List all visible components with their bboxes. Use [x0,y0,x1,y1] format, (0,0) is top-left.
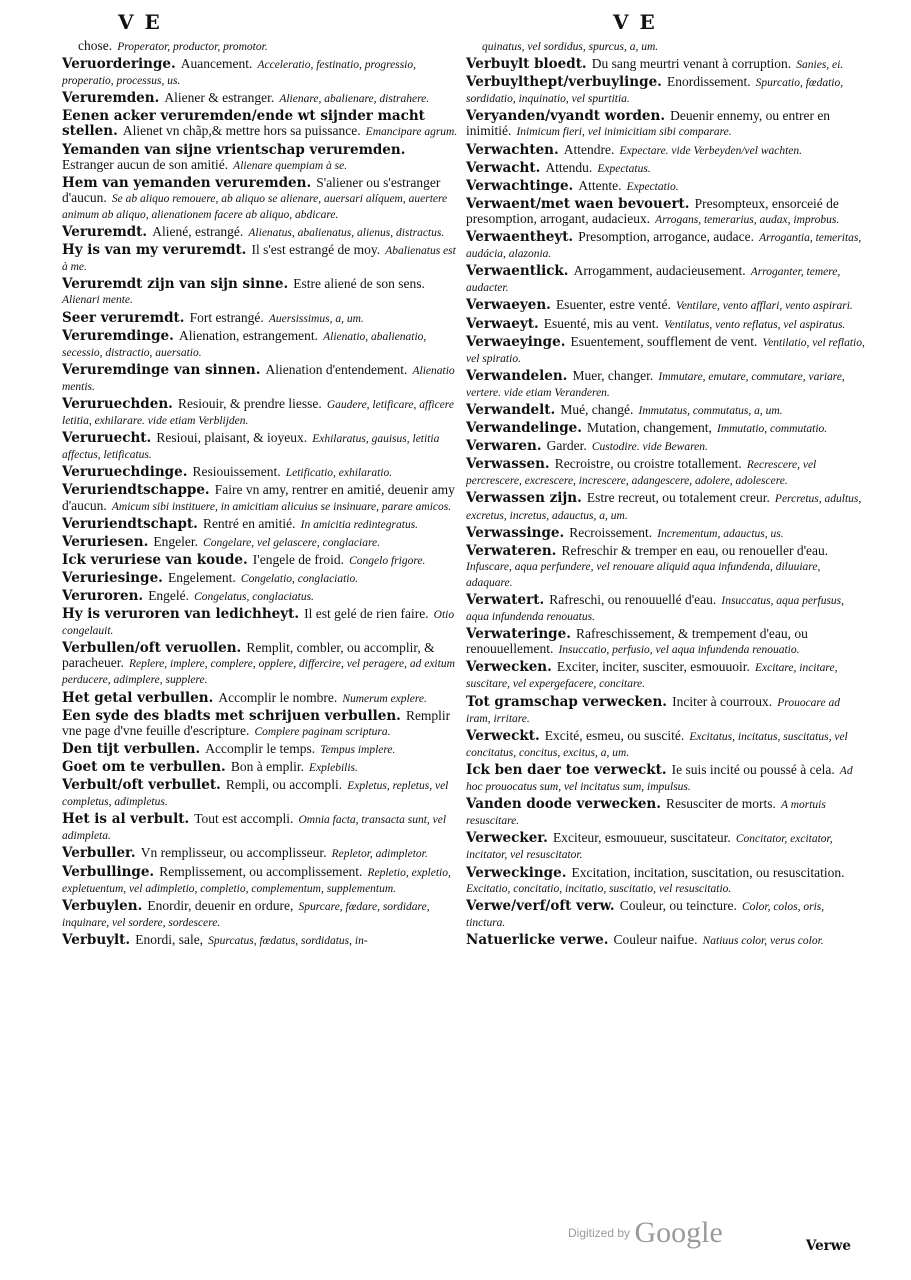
entry-latin: In amicitia redintegratus. [300,518,419,531]
dictionary-entry [466,334,866,366]
entry-lemma: Veruruechden. [62,395,173,412]
entry-latin: A mortuis resuscitare. [466,799,826,828]
running-header-left: V E [118,10,162,34]
entry-french: Couleur naifue. [613,931,698,947]
entry-lemma: Verwecken. [466,659,552,676]
entry-latin: Repletio, expletio, expletuentum, vel adimpletio, completio, complementum, supplementum. [62,866,451,895]
entry-lemma: Verwachtinge. [466,177,574,194]
entry-lemma: Verwaeyen. [466,297,551,314]
entry-lemma: Veruruecht. [62,430,152,447]
entry-latin: Tempus implere. [320,743,396,756]
entry-lemma: Verwacht. [466,159,541,176]
entry-lemma: Veruriesinge. [62,569,163,586]
dictionary-entry [62,328,462,360]
entry-lemma: Goet om te verbullen. [62,758,226,775]
entry-lemma: Verwandelen. [466,367,568,384]
entry-latin: Infuscare, aqua perfundere, vel renouare aliquid aqua infundenda, diluuiare, adaquare. [466,560,821,589]
entry-latin: Expectare. vide Verbeyden/vel wachten. [619,144,803,157]
entry-french: Estre aliené de son sens. [293,276,425,292]
entry-latin: Prouocare ad iram, irritare. [466,696,840,725]
entry-french: Resiouissement. [192,464,281,480]
entry-latin: Replere, implere, complere, opplere, differcire, vel peragere, ad exitum perducere, adimplere, supplere. [62,658,455,687]
google-watermark [568,1216,723,1250]
dictionary-entry [466,694,866,726]
entry-lemma: Veruroren. [62,588,144,604]
dictionary-entry [62,811,462,843]
google-logo: Google [634,1216,723,1249]
entry-latin: Congelatio, conglaciatio. [240,572,359,585]
entry-lemma: Veryanden/vyandt worden. [466,108,666,125]
entry-latin: Numerum explere. [342,692,427,705]
entry-french: Enordir, deuenir en ordure, [147,897,294,913]
entry-french: Presompteux, ensorceié de presomption, arrogant, audacieux. [466,195,839,226]
entry-french: Resioui, plaisant, & ioyeux. [156,430,308,446]
entry-french: Alienation, estrangement. [178,327,319,343]
entry-latin: Ventilare, vento afflari, vento aspirari. [675,300,853,313]
dictionary-entry [62,464,462,480]
dictionary-entry [466,263,866,295]
entry-french: Vn remplisseur, ou accomplisseur. [140,845,327,861]
entry-latin: Auersissimus, a, um. [268,312,364,325]
entry-french: Inciter à courroux. [672,693,773,709]
entry-lemma: Veruorderinge. [62,56,176,73]
dictionary-entry [62,516,462,532]
entry-french: Resiouir, & prendre liesse. [177,395,322,411]
entry-french: Muer, changer. [572,367,654,383]
dictionary-entry [466,229,866,261]
entry-french: Excité, esmeu, ou suscité. [544,727,685,743]
dictionary-entry [466,728,866,760]
entry-french: Refreschir & tremper en eau, ou renoueller d'eau. [561,542,829,558]
dictionary-entry [466,626,866,657]
entry-french: Enordissement. [666,74,751,90]
entry-latin: Immutatus, commutatus, a, um. [638,404,783,417]
entry-french: Recroistre, ou croistre totallement. [554,456,742,472]
entry-french: Esuenter, estre venté. [555,297,671,313]
entry-french: Alienet vn chãp,& mettre hors sa puissance. [122,123,361,139]
dictionary-entry [62,56,462,88]
dictionary-entry [466,543,866,590]
dictionary-entry [466,490,866,522]
dictionary-entry [62,606,462,638]
entry-french: Alienation d'entendement. [265,361,408,377]
entry-french: Faire vn amy, rentrer en amitié, deuenir amy d'aucun. [62,482,455,513]
dictionary-entry [62,640,462,687]
entry-lemma: Verbuylt bloedt. [466,56,587,73]
dictionary-entry [62,898,462,930]
entry-french: Enordi, sale, [135,931,204,947]
entry-french: Aliené, estrangé. [152,224,244,240]
entry-latin: Emancipare agrum. [365,126,458,139]
entry-latin: Immutare, emutare, commutare, variare, vertere. vide etiam Veranderen. [466,370,845,399]
entry-lemma: Hy is veruroren van ledichheyt. [62,606,300,623]
dictionary-entry [62,482,462,513]
entry-lemma: Verwandelinge. [466,420,582,437]
entry-french: Remplissement, ou accomplissement. [159,863,363,879]
entry-latin: Expectatus. [597,162,651,175]
entry-french: Il est gelé de rien faire. [304,606,429,622]
entry-french: Remplit, combler, ou accomplir, & paracheuer. [62,640,435,671]
dictionary-entry [62,276,462,307]
entry-lemma: Een syde des bladts met schrijuen verbullen. [62,707,401,724]
entry-lemma: Het getal verbullen. [62,689,214,706]
entry-french: Esuenté, mis au vent. [543,315,659,331]
entry-lemma: Den tijt verbullen. [62,740,201,757]
entry-french: chose. [78,38,113,53]
entry-latin: Custodire. vide Bewaren. [591,441,708,454]
entry-lemma: Verwassen. [466,456,550,473]
entry-french: Accomplir le nombre. [218,689,338,705]
entry-lemma: Verwatert. [466,592,545,608]
entry-french: Attendu. [545,159,593,175]
entry-french: Rafreschi, ou renouuellé d'eau. [549,592,717,607]
entry-lemma: Verbuylen. [62,897,143,914]
dictionary-entry [466,368,866,400]
dictionary-entry [466,898,866,930]
entry-french: Engeler. [153,533,198,549]
entry-latin: Sanies, ei. [796,59,844,72]
entry-french: Attendre. [563,141,615,157]
dictionary-entry [62,310,462,326]
entry-lemma: Veruremdinge van sinnen. [62,361,261,378]
entry-french: Exciter, inciter, susciter, esmouuoir. [556,659,750,675]
entry-french: Recroissement. [569,524,653,540]
entry-lemma: Veruriendtschappe. [62,482,210,499]
entry-latin: quinatus, vel sordidus, spurcus, a, um. [482,41,659,53]
entry-latin: Excitatio, concitatio, incitatio, suscitatio, vel resuscitatio. [466,882,732,895]
dictionary-entry [62,108,462,139]
entry-french: Rafreschissement, & trempement d'eau, ou renouuellement. [466,626,808,657]
entry-lemma: Veruremden. [62,90,160,107]
entry-french: Engelé. [148,588,190,603]
entry-lemma: Vanden doode verwecken. [466,796,661,813]
dictionary-entry [62,90,462,106]
dictionary-entry [62,534,462,550]
entry-latin: Acceleratio, festinatio, progressio, properatio, processus, us. [62,59,416,88]
dictionary-entry [62,242,462,274]
entry-latin: Spurcatus, fœdatus, sordidatus, in- [208,934,368,947]
entry-lemma: Tot gramschap verwecken. [466,693,667,710]
entry-french: Garder. [546,438,587,454]
entry-latin: Color, colos, oris, tinctura. [466,900,825,929]
dictionary-entry [466,420,866,436]
entry-french: Excitation, incitation, suscitation, ou resuscitation. [571,864,845,880]
entry-french: S'aliener ou s'estranger d'aucun. [62,174,441,205]
entry-latin: Se ab aliquo remouere, ab aliquo se alienare, auersari alíquem, auertere animum ab aliquo, alienationem facere ab aliquo, abdicare. [62,192,448,221]
entry-latin: Recrescere, vel percrescere, excrescere, increscere, adangescere, adolere, adolescere. [466,459,817,488]
entry-latin: Insuccatio, perfusio, vel aqua infundenda renouatio. [558,644,800,657]
entry-lemma: Verbuylt. [62,931,131,948]
dictionary-entry [466,38,866,54]
entry-latin: Amicum sibi instituere, in amicitiam alicuius se insinuare, parare amicos. [111,500,452,513]
entry-french: Estre recreut, ou totalement creur. [586,490,770,506]
entry-latin: Abalienatus est à me. [62,245,456,274]
entry-latin: Incrementum, adauctus, us. [657,527,784,540]
entry-lemma: Verweckt. [466,727,540,744]
dictionary-entry [62,690,462,706]
entry-latin: Arrogantia, temeritas, audácia, alazonia. [466,232,862,261]
entry-lemma: Yemanden van sijne vrientschap veruremden. [62,141,406,158]
dictionary-entry [466,796,866,828]
entry-lemma: Verwaentlick. [466,263,569,280]
entry-latin: Ad hoc prouocatus sum, vel incitatus sum, impulsus. [466,764,853,794]
dictionary-entry [466,74,866,106]
entry-french: Engelement. [167,569,236,585]
entry-latin: Alienare, abalienare, distrahere. [279,93,430,106]
dictionary-entry [62,175,462,222]
entry-latin: Repletor, adimpletor. [331,848,428,861]
entry-french: Couleur, ou teincture. [619,897,737,913]
dictionary-entry [466,178,866,194]
entry-lemma: Hy is van my veruremdt. [62,242,247,259]
entry-french: Arrogamment, audacieusement. [573,263,746,279]
running-header-right: V E [613,10,657,34]
entry-french: Mué, changé. [560,401,634,417]
entry-lemma: Verwaeyinge. [466,333,566,350]
entry-lemma: Verbullinge. [62,863,155,880]
entry-latin: Alienari mente. [62,294,133,307]
entry-french: Ie suis incité ou poussé à cela. [671,761,835,777]
dictionary-entry [62,142,462,173]
dictionary-entry [466,456,866,488]
dictionary-entry [466,196,866,227]
entry-latin: Spurcare, fœdare, sordidare, inquinare, vel sordere, sordescere. [62,900,430,929]
dictionary-entry [62,570,462,586]
dictionary-entry [62,588,462,604]
entry-lemma: Verbuylthept/verbuylinge. [466,74,662,91]
entry-latin: Immutatio, commutatio. [716,423,828,436]
entry-french: Tout est accompli. [194,811,294,827]
entry-lemma: Verwecker. [466,830,548,847]
entry-lemma: Verwateringe. [466,626,571,643]
entry-latin: Ventilatus, vento reflatus, vel aspiratus. [663,318,846,331]
dictionary-entry [62,708,462,739]
entry-latin: Omnia facta, transacta sunt, vel adimpleta. [62,814,447,843]
dictionary-entry [466,160,866,176]
entry-latin: Alienatio, abalienatio, secessio, distractio, auersatio. [62,330,427,359]
entry-lemma: Verbullen/oft veruollen. [62,640,242,657]
entry-latin: Expectatio. [626,180,679,193]
entry-latin: Congelo frigore. [349,554,426,567]
entry-latin: Complere paginam scriptura. [254,725,391,738]
entry-latin: Arroganter, temere, audacter. [466,266,841,295]
entry-french: Esuentement, soufflement de vent. [570,333,758,349]
dictionary-entry [466,592,866,624]
entry-latin: Concitator, excitator, incitator, vel resuscitator. [466,833,833,862]
entry-lemma: Verwe/verf/oft verw. [466,897,615,914]
entry-french: Remplir vne page d'vne feuille d'escripture. [62,707,451,738]
entry-latin: Inimicum fieri, vel inimicitiam sibi comparare. [516,126,732,139]
entry-latin: Expletus, repletus, vel completus, adimpletus. [62,780,449,809]
entry-french: Exciteur, esmouueur, suscitateur. [552,830,731,846]
entry-lemma: Veruriesen. [62,533,149,550]
entry-lemma: Natuerlicke verwe. [466,931,609,948]
entry-lemma: Eenen acker veruremden/ende wt sijnder macht stellen. [62,108,425,140]
dictionary-entry [62,777,462,809]
entry-latin: Alienare quempiam à se. [233,159,348,172]
entry-french: Fort estrangé. [189,309,264,325]
dictionary-entry [62,362,462,394]
entry-lemma: Het is al verbult. [62,811,190,828]
entry-latin: Congelatus, conglaciatus. [194,591,314,603]
entry-lemma: Verwaentheyt. [466,229,574,246]
entry-latin: Letificatio, exhilaratio. [285,467,393,480]
dictionary-entry [62,38,462,54]
entry-french: Bon à emplir. [230,758,304,774]
dictionary-entry [62,759,462,775]
entry-lemma: Verwaeyt. [466,315,539,332]
entry-latin: Otio congelauit. [62,609,455,638]
watermark-prefix: Digitized by [568,1226,631,1240]
entry-latin: Alienatus, abalienatus, alienus, distractus. [248,227,445,240]
entry-latin: Excitatus, incitatus, suscitatus, vel concitatus, concitus, excitus, a, um. [466,730,848,759]
dictionary-entry [466,56,866,72]
entry-french: I'engele de froid. [252,551,345,567]
entry-latin: Percretus, adultus, excretus, incretus, adauctus, a, um. [466,493,862,522]
dictionary-entry [62,845,462,861]
entry-latin: Excitare, incitare, suscitare, vel expergefacere, concitare. [466,662,838,691]
dictionary-entry [62,741,462,757]
entry-french: Rempli, ou accompli. [225,777,343,793]
entry-french: Estranger aucun de son amitié. [62,156,229,172]
dictionary-entry [466,402,866,418]
entry-french: Attente. [578,177,622,193]
dictionary-entry [62,430,462,462]
dictionary-entry [466,932,866,948]
entry-lemma: Verbuller. [62,845,136,862]
dictionary-entry [466,108,866,139]
entry-latin: Arrogans, temerarius, audax, improbus. [655,213,840,226]
entry-lemma: Hem van yemanden veruremden. [62,174,312,191]
entry-latin: Spurcatio, fœdatio, sordidatio, inquinatio, vel spurtitia. [466,77,844,106]
dictionary-entry [466,525,866,541]
entry-latin: Gaudere, letificare, afficere letitia, exhilarare. vide etiam Verblijden. [62,398,454,428]
entry-lemma: Verwachten. [466,141,559,158]
left-column [62,38,462,950]
entry-latin: Exhilaratus, gauisus, letitia affectus, letificatus. [62,433,440,462]
dictionary-entry [466,830,866,862]
dictionary-entry [466,142,866,158]
entry-lemma: Seer veruremdt. [62,309,185,326]
entry-lemma: Ick veruriese van koude. [62,551,248,568]
entry-lemma: Verwaent/met waen bevouert. [466,195,690,212]
entry-lemma: Ick ben daer toe verweckt. [466,761,667,778]
dictionary-entry [62,932,462,948]
entry-french: Presomption, arrogance, audace. [578,229,755,245]
dictionary-entry [62,864,462,896]
right-column [466,38,866,950]
entry-lemma: Verwateren. [466,542,557,559]
dictionary-entry [466,865,866,896]
entry-lemma: Verwassinge. [466,524,565,541]
entry-french: Du sang meurtri venant à corruption. [591,56,792,72]
entry-lemma: Veruriendtschapt. [62,515,198,532]
entry-french: Deuenir ennemy, ou entrer en inimitié. [466,108,831,139]
dictionary-entry [466,762,866,794]
entry-latin: Insuccatus, aqua perfusus, aqua infundenda renouatus. [466,595,845,624]
entry-french: Auancement. [180,56,253,72]
dictionary-entry [466,659,866,691]
entry-french: Il s'est estrangé de moy. [251,242,381,258]
entry-lemma: Verbult/oft verbullet. [62,777,221,794]
entry-lemma: Veruruechdinge. [62,464,188,481]
dictionary-entry [466,438,866,454]
entry-latin: Explebilis. [309,761,358,774]
entry-french: Mutation, changement, [587,420,712,436]
entry-lemma: Verwassen zijn. [466,490,582,507]
dictionary-entry [62,396,462,428]
catchword: Verwe [805,1238,851,1254]
dictionary-entry [62,552,462,568]
entry-french: Aliener & estranger. [164,90,275,106]
dictionary-entry [466,297,866,313]
entry-latin: Properator, productor, promotor. [117,41,268,53]
entry-latin: Alienatio mentis. [62,364,455,393]
entry-latin: Natiuus color, verus color. [702,934,824,947]
entry-lemma: Verwaren. [466,438,542,455]
entry-lemma: Verwandelt. [466,401,556,418]
dictionary-entry [62,224,462,240]
entry-lemma: Veruremdinge. [62,327,174,344]
entry-french: Rentré en amitié. [202,515,296,531]
entry-latin: Ventilatio, vel reflatio, vel spiratio. [466,336,865,365]
entry-lemma: Verweckinge. [466,864,567,881]
dictionary-entry [466,316,866,332]
entry-french: Accomplir le temps. [205,740,316,756]
entry-latin: Congelare, vel gelascere, conglaciare. [203,536,381,549]
entry-lemma: Veruremdt zijn van sijn sinne. [62,276,289,293]
entry-french: Resusciter de morts. [666,796,776,812]
entry-lemma: Veruremdt. [62,224,148,241]
